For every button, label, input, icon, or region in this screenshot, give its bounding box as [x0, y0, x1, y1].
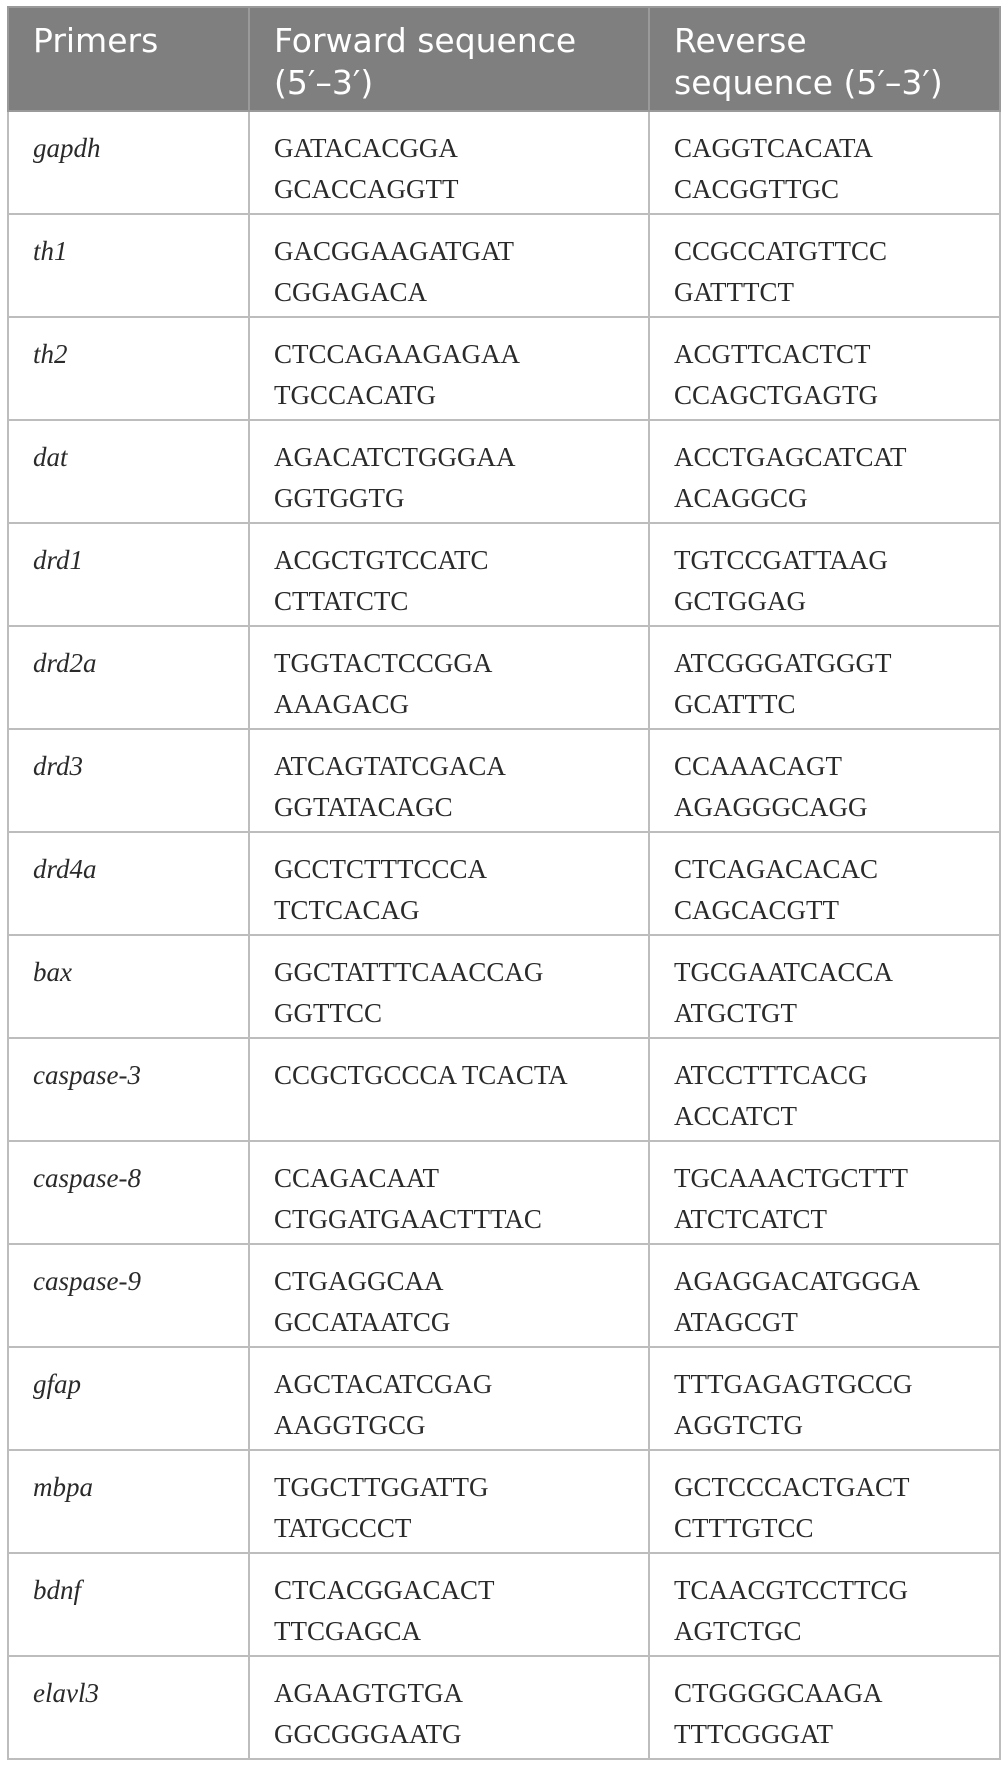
reverse-sequence-cell [649, 832, 1000, 935]
table-row [8, 1244, 1000, 1347]
gene-name-cell: th1 [8, 214, 249, 317]
reverse-sequence-cell [649, 420, 1000, 523]
reverse-seq-line: ACAGGCG [674, 483, 808, 513]
reverse-seq-line: ACGTTCACTCT [674, 339, 871, 369]
reverse-seq-line: AGTCTGC [674, 1616, 802, 1646]
reverse-seq-line: CACGGTTGC [674, 174, 840, 204]
forward-seq-line: TATGCCCT [274, 1513, 412, 1543]
reverse-sequence-cell [649, 1347, 1000, 1450]
reverse-sequence-cell [649, 1038, 1000, 1141]
forward-sequence-cell [249, 1656, 649, 1759]
forward-seq-line: CTGAGGCAA [274, 1266, 444, 1296]
reverse-seq-line: AGGTCTG [674, 1410, 803, 1440]
reverse-sequence-cell [649, 935, 1000, 1038]
forward-seq-line: CTCCAGAAGAGAA [274, 339, 521, 369]
reverse-sequence-cell [649, 111, 1000, 214]
reverse-seq-line: AGAGGACATGGGA [674, 1266, 920, 1296]
forward-seq-line: AGACATCTGGGAA [274, 442, 516, 472]
table-row [8, 1141, 1000, 1244]
reverse-seq-line: GCATTTC [674, 689, 796, 719]
reverse-seq-line: ACCATCT [674, 1101, 798, 1131]
reverse-seq-line: TGCGAATCACCA [674, 957, 894, 987]
forward-seq-line: CTCACGGACACT [274, 1575, 495, 1605]
table-row [8, 729, 1000, 832]
forward-sequence-cell [249, 111, 649, 214]
gene-name-cell: drd4a [8, 832, 249, 935]
reverse-seq-line: TGCAAACTGCTTT [674, 1163, 908, 1193]
forward-sequence-cell [249, 317, 649, 420]
table-row [8, 1347, 1000, 1450]
table-row [8, 1038, 1000, 1141]
reverse-seq-line: ATCGGGATGGGT [674, 648, 892, 678]
forward-sequence-cell [249, 214, 649, 317]
gene-name-cell: mbpa [8, 1450, 249, 1553]
table-row [8, 420, 1000, 523]
table-body [8, 111, 1000, 1759]
table-row [8, 626, 1000, 729]
forward-seq-line: AGCTACATCGAG [274, 1369, 493, 1399]
header-reverse-line2: sequence (5′–3′) [674, 63, 943, 102]
reverse-sequence-cell [649, 317, 1000, 420]
forward-seq-line: AGAAGTGTGA [274, 1678, 463, 1708]
header-row [8, 7, 1000, 111]
reverse-sequence-cell [649, 1450, 1000, 1553]
gene-name-cell: dat [8, 420, 249, 523]
reverse-seq-line: TGTCCGATTAAG [674, 545, 888, 575]
table-row [8, 214, 1000, 317]
reverse-seq-line: CAGGTCACATA [674, 133, 873, 163]
forward-seq-line: TGGTACTCCGGA [274, 648, 493, 678]
reverse-seq-line: CCGCCATGTTCC [674, 236, 888, 266]
forward-seq-line: GGCGGGAATG [274, 1719, 462, 1749]
gene-name-cell: drd1 [8, 523, 249, 626]
gene-name-cell: caspase-3 [8, 1038, 249, 1141]
header-forward-line2: (5′–3′) [274, 63, 374, 102]
forward-seq-line: TGCCACATG [274, 380, 437, 410]
reverse-seq-line: CCAGCTGAGTG [674, 380, 879, 410]
forward-seq-line: GCACCAGGTT [274, 174, 459, 204]
gene-name-cell: bdnf [8, 1553, 249, 1656]
forward-sequence-cell [249, 420, 649, 523]
forward-sequence-cell [249, 523, 649, 626]
forward-seq-line: TTCGAGCA [274, 1616, 421, 1646]
forward-seq-line: CTTATCTC [274, 586, 409, 616]
table-row [8, 1450, 1000, 1553]
forward-sequence-cell [249, 935, 649, 1038]
table-row [8, 1553, 1000, 1656]
forward-sequence-cell [249, 1450, 649, 1553]
reverse-seq-line: TTTCGGGAT [674, 1719, 833, 1749]
reverse-seq-line: ACCTGAGCATCAT [674, 442, 907, 472]
reverse-sequence-cell [649, 626, 1000, 729]
reverse-seq-line: CTGGGGCAAGA [674, 1678, 883, 1708]
reverse-seq-line: TCAACGTCCTTCG [674, 1575, 909, 1605]
forward-seq-line: ATCAGTATCGACA [274, 751, 506, 781]
header-primers [8, 7, 249, 111]
forward-seq-line: GATACACGGA [274, 133, 458, 163]
forward-seq-line: ACGCTGTCCATC [274, 545, 489, 575]
forward-seq-line: AAGGTGCG [274, 1410, 426, 1440]
table-row [8, 317, 1000, 420]
primer-table-container [7, 6, 999, 1769]
reverse-sequence-cell [649, 729, 1000, 832]
table-row [8, 523, 1000, 626]
reverse-seq-line: TTTGAGAGTGCCG [674, 1369, 913, 1399]
table-row [8, 111, 1000, 214]
gene-name-cell: elavl3 [8, 1656, 249, 1759]
header-forward-line1: Forward sequence [274, 21, 577, 60]
forward-sequence-cell [249, 1038, 649, 1141]
table-row [8, 832, 1000, 935]
header-forward-sequence [249, 7, 649, 111]
reverse-sequence-cell [649, 1553, 1000, 1656]
reverse-sequence-cell [649, 1244, 1000, 1347]
header-reverse-line1: Reverse [674, 21, 807, 60]
forward-seq-line: TCTCACAG [274, 895, 420, 925]
forward-seq-line: AAAGACG [274, 689, 409, 719]
forward-seq-line: GACGGAAGATGAT [274, 236, 514, 266]
reverse-sequence-cell [649, 523, 1000, 626]
forward-seq-line: GCCATAATCG [274, 1307, 451, 1337]
forward-seq-line: GGTATACAGC [274, 792, 453, 822]
reverse-sequence-cell [649, 1141, 1000, 1244]
reverse-seq-line: GATTTCT [674, 277, 794, 307]
gene-name-cell: th2 [8, 317, 249, 420]
reverse-seq-line: ATGCTGT [674, 998, 797, 1028]
forward-seq-line: GGTTCC [274, 998, 382, 1028]
primer-table [7, 6, 1001, 1760]
gene-name-cell: gfap [8, 1347, 249, 1450]
table-row [8, 935, 1000, 1038]
forward-seq-line: CGGAGACA [274, 277, 428, 307]
gene-name-cell: drd3 [8, 729, 249, 832]
table-header [8, 7, 1000, 111]
forward-sequence-cell [249, 832, 649, 935]
forward-seq-line: CCAGACAAT [274, 1163, 440, 1193]
reverse-seq-line: CTCAGACACAC [674, 854, 879, 884]
reverse-seq-line: GCTCCCACTGACT [674, 1472, 910, 1502]
forward-seq-line: GGTGGTG [274, 483, 405, 513]
gene-name-cell: bax [8, 935, 249, 1038]
forward-seq-line: GCCTCTTTCCCA [274, 854, 488, 884]
forward-sequence-cell [249, 729, 649, 832]
forward-sequence-cell [249, 1553, 649, 1656]
gene-name-cell: gapdh [8, 111, 249, 214]
gene-name-cell: caspase-8 [8, 1141, 249, 1244]
forward-sequence-cell [249, 1347, 649, 1450]
reverse-seq-line: ATCTCATCT [674, 1204, 828, 1234]
reverse-seq-line: CAGCACGTT [674, 895, 840, 925]
reverse-seq-line: CCAAACAGT [674, 751, 843, 781]
table-row [8, 1656, 1000, 1759]
forward-seq-line: CTGGATGAACTTTAC [274, 1204, 542, 1234]
forward-seq-line: CCGCTGCCCA TCACTA [274, 1060, 568, 1090]
forward-sequence-cell [249, 1141, 649, 1244]
reverse-sequence-cell [649, 1656, 1000, 1759]
gene-name-cell: drd2a [8, 626, 249, 729]
reverse-seq-line: GCTGGAG [674, 586, 806, 616]
reverse-sequence-cell [649, 214, 1000, 317]
forward-sequence-cell [249, 1244, 649, 1347]
reverse-seq-line: AGAGGGCAGG [674, 792, 868, 822]
forward-seq-line: GGCTATTTCAACCAG [274, 957, 544, 987]
reverse-seq-line: CTTTGTCC [674, 1513, 814, 1543]
reverse-seq-line: ATCCTTTCACG [674, 1060, 868, 1090]
header-primers-label: Primers [33, 21, 159, 60]
reverse-seq-line: ATAGCGT [674, 1307, 798, 1337]
forward-sequence-cell [249, 626, 649, 729]
gene-name-cell: caspase-9 [8, 1244, 249, 1347]
header-reverse-sequence [649, 7, 1000, 111]
forward-seq-line: TGGCTTGGATTG [274, 1472, 489, 1502]
